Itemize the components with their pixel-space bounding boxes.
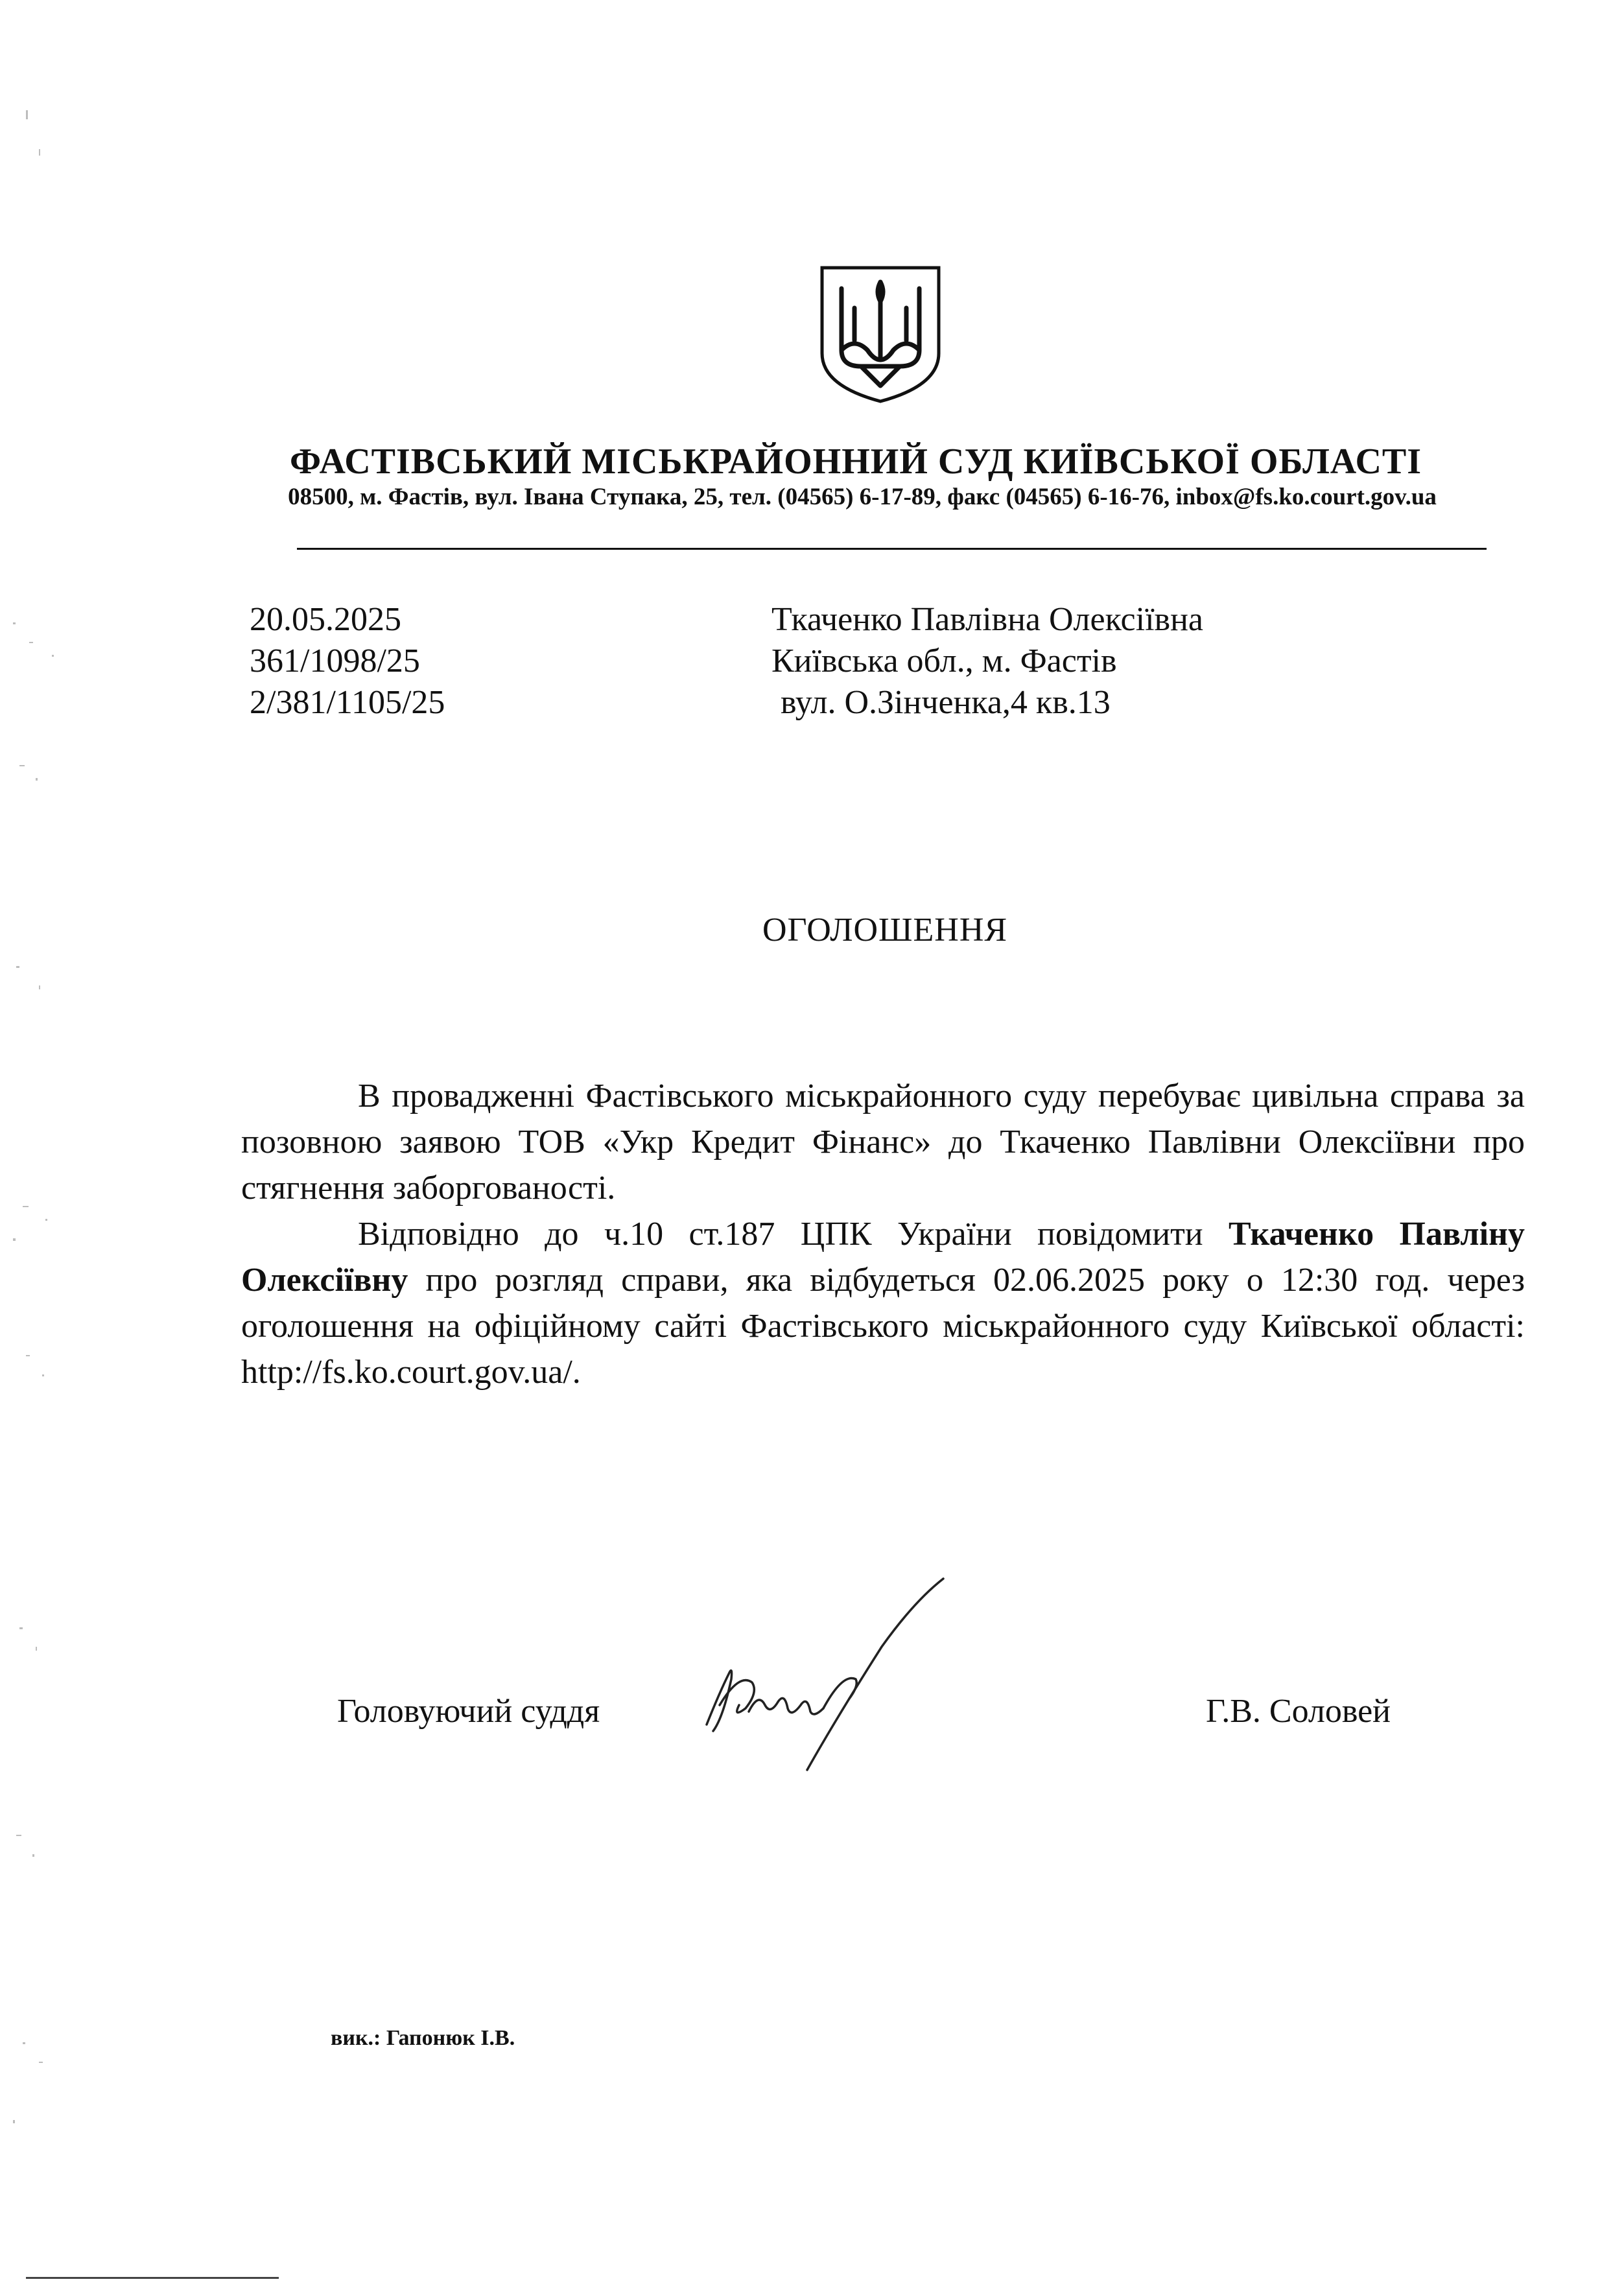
paragraph-2 bbox=[241, 1211, 1525, 1395]
judge-name: Г.В. Соловей bbox=[1206, 1693, 1391, 1730]
judge-title: Головуючий суддя bbox=[337, 1693, 600, 1730]
announcement-body bbox=[241, 1073, 1525, 1395]
bottom-edge-line bbox=[26, 2277, 279, 2279]
executor-note: вик.: Гапонюк І.В. bbox=[331, 2026, 515, 2050]
proceeding-number: 2/381/1105/25 bbox=[250, 684, 445, 721]
defendant-name-bold: Ткаченко Павліну Олексіївну bbox=[241, 1216, 1525, 1299]
paragraph-2-start: Відповідно до ч.10 ст.187 ЦПК України повідомити bbox=[358, 1216, 1229, 1253]
court-address: 08500, м. Фастів, вул. Івана Ступака, 25, тел. (04565) 6-17-89, факс (04565) 6-16-76, inbox@fs.ko.court.gov.ua bbox=[288, 484, 1437, 510]
document-date: 20.05.2025 bbox=[250, 601, 401, 638]
paragraph-2-end: про розгляд справи, яка відбудеться 02.06.2025 року о 12:30 год. через оголошення на офіційному сайті Фастівського міськрайонного суду Київської області: http://fs.ko.court.gov.ua/. bbox=[241, 1262, 1525, 1391]
recipient-street: вул. О.Зінченка,4 кв.13 bbox=[781, 684, 1111, 721]
paragraph-1: В провадженні Фастівського міськрайонного суду перебуває цивільна справа за позовною заявою ТОВ «Укр Кредит Фінанс» до Ткаченко Павлівни Олексіївни про стягнення заборгованості. bbox=[241, 1078, 1525, 1207]
handwritten-signature bbox=[694, 1575, 992, 1783]
case-number: 361/1098/25 bbox=[250, 642, 420, 679]
recipient-region: Київська обл., м. Фастів bbox=[771, 642, 1117, 679]
header-divider bbox=[297, 548, 1487, 550]
scan-noise bbox=[0, 0, 136, 2286]
document-meta bbox=[250, 599, 445, 724]
recipient-name: Ткаченко Павлівна Олексіївна bbox=[771, 601, 1203, 638]
court-name: ФАСТІВСЬКИЙ МІСЬКРАЙОННИЙ СУД КИЇВСЬКОЇ ОБЛАСТІ bbox=[289, 442, 1422, 482]
document-title: ОГОЛОШЕННЯ bbox=[762, 912, 1008, 949]
trident-emblem-icon bbox=[816, 263, 945, 405]
recipient-block bbox=[771, 599, 1203, 724]
